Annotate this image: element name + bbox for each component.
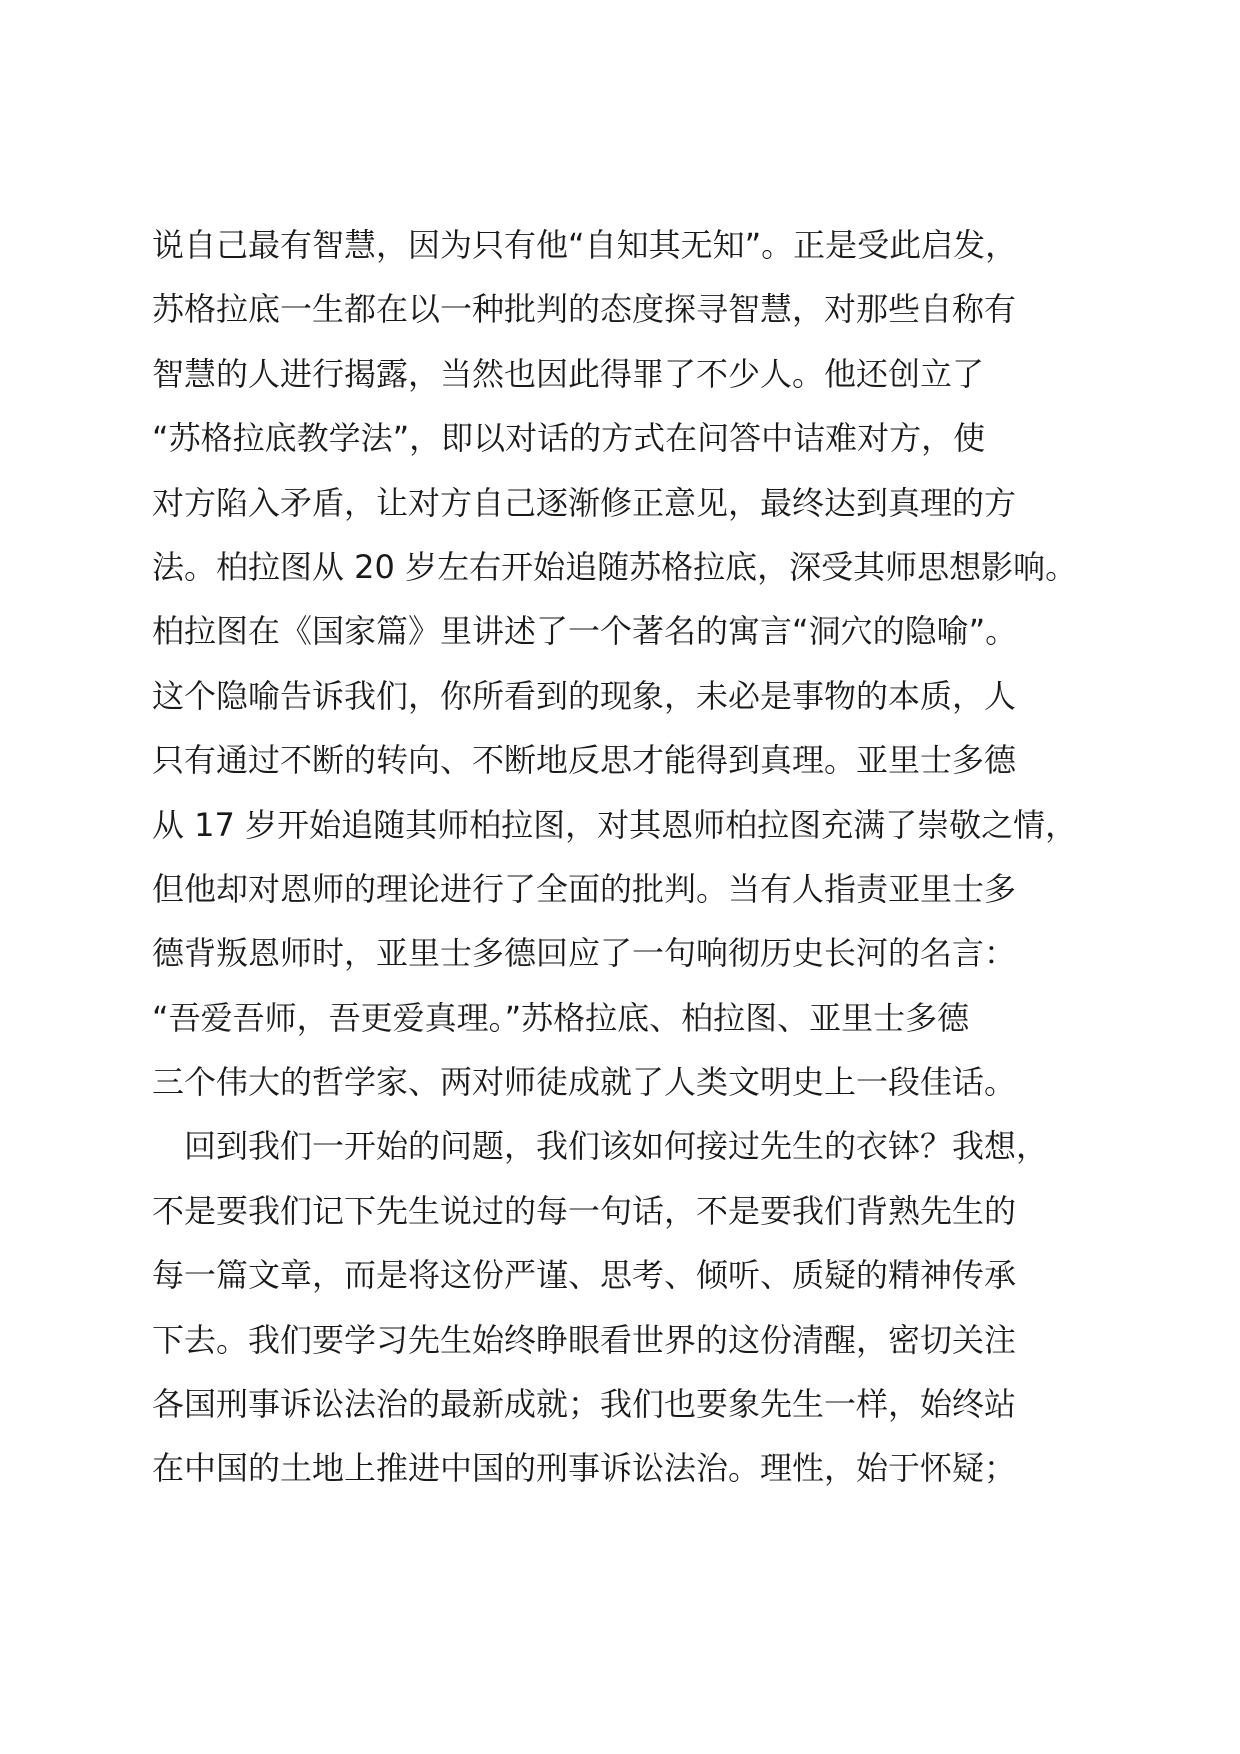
text-line: 法。柏拉图从 20 岁左右开始追随苏格拉底，深受其师思想影响。 [152, 547, 1078, 586]
text-line: 每一篇文章，而是将这份严谨、思考、倾听、质疑的精神传承 [152, 1256, 1017, 1295]
text-line: 三个伟大的哲学家、两对师徒成就了人类文明史上一段佳话。 [152, 1063, 1017, 1102]
text-line: 智慧的人进行揭露，当然也因此得罪了不少人。他还创立了 [152, 354, 985, 393]
text-line: 各国刑事诉讼法治的最新成就；我们也要象先生一样，始终站 [152, 1385, 1017, 1424]
text-line: 说自己最有智慧，因为只有他“自知其无知”。正是受此启发， [152, 226, 1018, 264]
text-line: “吾爱吾师，吾更爱真理。”苏格拉底、柏拉图、亚里士多德 [152, 998, 970, 1037]
text-line: 回到我们一开始的问题，我们该如何接过先生的衣钵？我想， [152, 1127, 1049, 1166]
text-line: 这个隐喻告诉我们，你所看到的现象，未必是事物的本质，人 [152, 676, 1017, 715]
text-line: 德背叛恩师时，亚里士多德回应了一句响彻历史长河的名言： [152, 934, 1017, 973]
body-text [152, 213, 1092, 1501]
text-line: 柏拉图在《国家篇》里讲述了一个著名的寓言“洞穴的隐喻”。 [152, 612, 1018, 651]
text-line: 对方陷入矛盾，让对方自己逐渐修正意见，最终达到真理的方 [152, 483, 1017, 522]
text-line: 苏格拉底一生都在以一种批判的态度探寻智慧，对那些自称有 [152, 290, 1017, 329]
text-line: 不是要我们记下先生说过的每一句话，不是要我们背熟先生的 [152, 1191, 1017, 1230]
text-line: 只有通过不断的转向、不断地反思才能得到真理。亚里士多德 [152, 741, 1017, 780]
text-line: “苏格拉底教学法”，即以对话的方式在问答中诘难对方，使 [152, 419, 986, 458]
text-line: 在中国的土地上推进中国的刑事诉讼法治。理性，始于怀疑； [152, 1449, 1017, 1488]
text-line: 下去。我们要学习先生始终睁眼看世界的这份清醒，密切关注 [152, 1320, 1017, 1359]
text-line: 从 17 岁开始追随其师柏拉图，对其恩师柏拉图充满了崇敬之情， [152, 805, 1078, 844]
text-line: 但他却对恩师的理论进行了全面的批判。当有人指责亚里士多 [152, 869, 1017, 908]
